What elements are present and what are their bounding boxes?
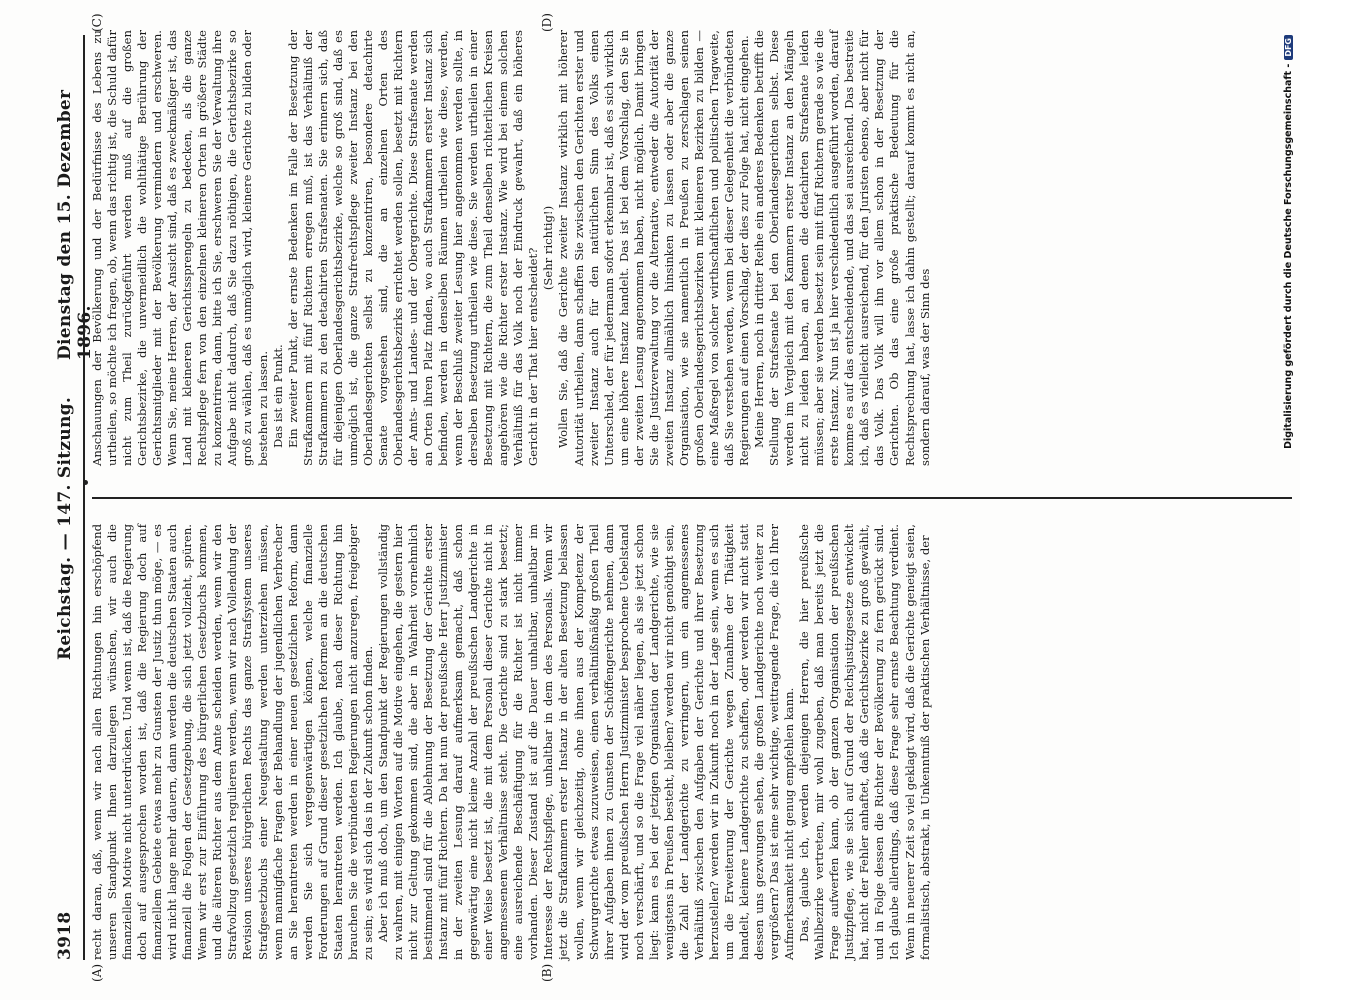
interjection: (Sehr richtig!) bbox=[541, 205, 556, 291]
paragraph: Wollen Sie, daß die Gerichte zweiter Instanz wirklich mit höherer Autorität urtheilen, dann schaffen Sie zwischen den Gerichten erster und zweiter Instanz auch für den natürlichen Sinn des Volks einen Unterschied, der für jedermann sofort erkennbar ist, daß es sich wirklich um eine höhere Instanz handelt. Das ist bei dem Vorschlag, den Sie in der zweiten Lesung angenommen haben, nicht möglich. Damit bringen Sie die Justizverwaltung vor die Alternative, entweder die Autorität der zweiten Instanz allmählich hinsinken zu lassen oder aber die ganze Organisation, wie sie namentlich in Preußen zu zerschlagen seinen großen Oberlandesgerichtsbezirken mit kleineren Bezirken zu bilden — eine Maßregel von solcher wirthschaftlichen und politischen Tragweite, daß Sie verstehen werden, wenn bei dieser Gelegenheit die verbündeten Regierungen auf einen Vorschlag, der dies zur Folge hat, nicht eingehen. bbox=[556, 30, 752, 466]
page-header bbox=[55, 35, 95, 960]
page-number: 3918 bbox=[55, 911, 75, 960]
paragraph: recht daran, daß, wenn wir nach allen Richtungen hin erschöpfend unseren Standpunkt Ihnen darzulegen wünschen, wir auch die finanziellen Motive nicht unterdrücken. Und wenn ist, daß die Regierung doch auf ausgesprochen worden ist, daß die Regierung doch auf finanziellem Gebiete etwas mehr zu Gunsten der Justiz thun möge, — es wird nicht lange mehr dauern, dann werden die deutschen Staaten auch finanziell die Folgen der Gesetzgebung, die sich jetzt vollzieht, spüren. Wenn wir erst zur Einführung des bürgerlichen Gesetzbuchs kommen, und die älteren Richter aus dem Amte scheiden werden, wenn wir den Strafvollzug gesetzlich regulieren werden, wenn wir nach Vollendung der Revision unseres bürgerlichen Rechts das ganze Strafsystem unseres Strafgesetzbuchs einer Neugestaltung werden unterziehen müssen, wenn mannigfache Fragen der Behandlung der jugendlichen Verbrecher an Sie herantreten werden in einer neuen gesetzlichen Reform, dann werden Sie sich vergegenwärtigen können, welche finanzielle Forderungen auf Grund dieser gesetzlichen Reformen an die deutschen Staaten herantreten werden. Ich glaube, nach dieser Richtung hin brauchen Sie die verbündeten Regierungen nicht anzuregen, freigebiger zu sein; es wird sich das in der Zukunft schon finden. bbox=[90, 524, 375, 960]
margin-marker-d: (D) bbox=[540, 13, 554, 32]
right-text-column bbox=[90, 30, 933, 466]
paragraph: Das, glaube ich, werden diejenigen Herren, die hier preußische Wahlbezirke vertreten, mir wohl zugeben, daß man bereits jetzt die Frage aufwerfen kann, ob der ganzen Organisation der preußischen Justizpflege, wie sie sich auf Grund der Reichsjustizgesetze entwickelt hat, nicht der Fehler anhaftet, daß die Gerichtsbezirke zu groß gewählt, und in Folge dessen die Richter der Bevölkerung zu fern gerückt sind. Ich glaube allerdings, daß diese Frage sehr ernste Beachtung verdient. Wenn in neuerer Zeit so viel geklagt wird, daß die Gerichte geneigt seien, formalistisch, abstrakt, in Unkenntniß der praktischen Verhältnisse, der bbox=[797, 524, 932, 960]
session-title: Reichstag. — 147. Sitzung. bbox=[55, 396, 75, 660]
dfg-logo: DFG bbox=[1284, 35, 1293, 60]
credit-text: Digitalisierung gefördert durch die Deutsche Forschungsgemeinschaft - bbox=[1283, 63, 1294, 449]
header-dot bbox=[83, 480, 88, 485]
digitization-credit bbox=[1283, 35, 1297, 960]
paragraph: Aber ich muß doch, um den Standpunkt der Regierungen vollständig zu wahren, mit einigen Worten auf die Motive eingehen, die gestern hier nicht zur Geltung gekommen sind, die aber in Wahrheit vornehmlich bestimmend sind für die Ablehnung der Besetzung der Gerichte erster Instanz mit fünf Richtern. Da hat nun der preußische Herr Justizminister in der zweiten Lesung darauf aufmerksam gemacht, daß schon gegenwärtig eine nicht kleine Anzahl der preußischen Landgerichte in einer Weise besetzt ist, die mit dem Personal dieser Gerichte nicht in angemessenem Verhältnisse steht. Die Gerichte sind zu stark besetzt; eine ausreichende Beschäftigung für die Richter ist nicht immer vorhanden. Dieser Zustand ist auf die Dauer unhaltbar, unhaltbar im Interesse der Rechtspflege, unhaltbar in dem des Personals. Wenn wir jetzt die Strafkammern erster Instanz in der alten Besetzung belassen wollen, wenn wir gleichzeitig, ohne ihnen aus der Kompetenz der Schwurgerichte etwas zuzuweisen, einen verhältnißmäßig großen Theil ihrer Aufgaben ihnen zu Gunsten der Schöffengerichte nehmen, dann wird der vom preußischen Herrn Justizminister besprochene Uebelstand noch verschärft, und so die Frage viel näher liegen, als sie jetzt schon liegt: kann es bei der jetzigen Organisation der Landgerichte, wie sie wenigstens in Preußen besteht, bleiben? werden wir nicht genöthigt sein, die Zahl der Landgerichte zu verringern, um ein angemessenes Verhältniß zwischen den Aufgaben der Gerichte und ihrer Besetzung herzustellen? werden wir in Zukunft noch in der Lage sein, wenn es sich um die Erweiterung der Gerichte wegen Zunahme der Thätigkeit handelt, kleinere Landgerichte zu schaffen, oder werden wir nicht statt dessen uns gezwungen sehen, die großen Landgerichte noch weiter zu vergrößern? Das ist eine sehr wichtige, weittragende Frage, die ich Ihrer Aufmerksamkeit nicht genug empfehlen kann. bbox=[375, 524, 797, 960]
paragraph: Meine Herren, noch in dritter Reihe ein anderes Bedenken betrifft die Stellung der Strafsenate bei den Oberlandesgerichten selbst. Diese werden im Vergleich mit den Kammern erster Instanz an den Mängeln nicht zu leiden haben, an denen die detachirten Strafsenate leiden müssen; aber sie werden besetzt sein mit fünf Richtern gerade so wie die erste Instanz. Nun ist ja hier verschiedentlich ausgeführt worden, darauf komme es auf das entscheidende, und das sei ausreichend. Das bestreite ich, daß es vielleicht ausreichend, für den Juristen ebenso, aber nicht für das Volk. Das Volk will ihn vor allem schon in der Besetzung der Gerichten. Ob das eine große praktische Bedeutung für die Rechtsprechung hat, lasse ich dahin gestellt; darauf kommt es nicht an, sondern darauf, was der Sinn des bbox=[752, 30, 932, 466]
margin-marker-b: (B) bbox=[540, 963, 554, 982]
paragraph: Anschauungen der Bevölkerung und der Bedürfnisse des Lebens zu urtheilen, so möchte ich fragen, ob, wenn das richtig ist, die Schuld dafür nicht zum Theil zurückgeführt werden muß auf die großen Gerichtsbezirke, die unvermeidlich die wohlthätige Berührung der Gerichtsmitglieder mit der Bevölkerung vermindern und erschweren. Wenn Sie, meine Herren, der Ansicht sind, daß es zweckmäßiger ist, das Land mit kleineren Gerichtssprengeln zu bedecken, als die ganze Rechtspflege fern von den einzelnen kleineren Orten in größere Städte zu konzentriren, dann, bitte ich Sie, erschweren Sie der Verwaltung ihre Aufgabe nicht dadurch, daß Sie dazu nöthigen, die Gerichtsbezirke so groß zu wählen, daß es unmöglich wird, kleinere Gerichte zu bilden oder bestehen zu lassen. bbox=[90, 30, 270, 466]
paragraph: Das ist ein Punkt. bbox=[270, 344, 285, 448]
header-rule bbox=[83, 35, 85, 960]
paragraph: Ein zweiter Punkt, der ernste Bedenken im Falle der Besetzung der Strafkammern mit fünf Richtern erregen muß, ist das Verhältniß der Strafkammern zu den detachirten Strafsenaten. Sie erinnern sich, daß für diejenigen Oberlandesgerichtsbezirke, welche so groß sind, daß es unmöglich ist, die ganze Strafrechtspflege zweiter Instanz bei den Oberlandesgerichten selbst zu konzentriren, besondere detachirte Senate vorgesehen sind, die an einzelnen Orten des Oberlandesgerichtsbezirks errichtet werden sollen, besetzt mit Richtern der Amts- und Landes- und der Obergerichte. Diese Strafsenate werden an Orten ihren Platz finden, wo auch Strafkammern erster Instanz sich befinden, werden in denselben Räumen urtheilen wie diese, werden, wenn der Beschluß zweiter Lesung hier angenommen werden sollte, in derselben Besetzung urtheilen wie diese. Sie werden urtheilen in einer Besetzung mit Richtern, die zum Theil denselben richterlichen Kreisen angehören wie die Richter erster Instanz. Wie wird bei einem solchen Verhältniß für das Volk noch der Eindruck gewahrt, daß ein höheres Gericht in der That hier entscheidet? bbox=[285, 30, 541, 466]
margin-marker-c: (C) bbox=[90, 13, 104, 32]
margin-marker-a: (A) bbox=[90, 963, 104, 982]
left-text-column bbox=[90, 524, 933, 960]
date-title: Dienstag den 15. Dezember 1896. bbox=[55, 89, 95, 360]
column-divider bbox=[92, 497, 1292, 499]
